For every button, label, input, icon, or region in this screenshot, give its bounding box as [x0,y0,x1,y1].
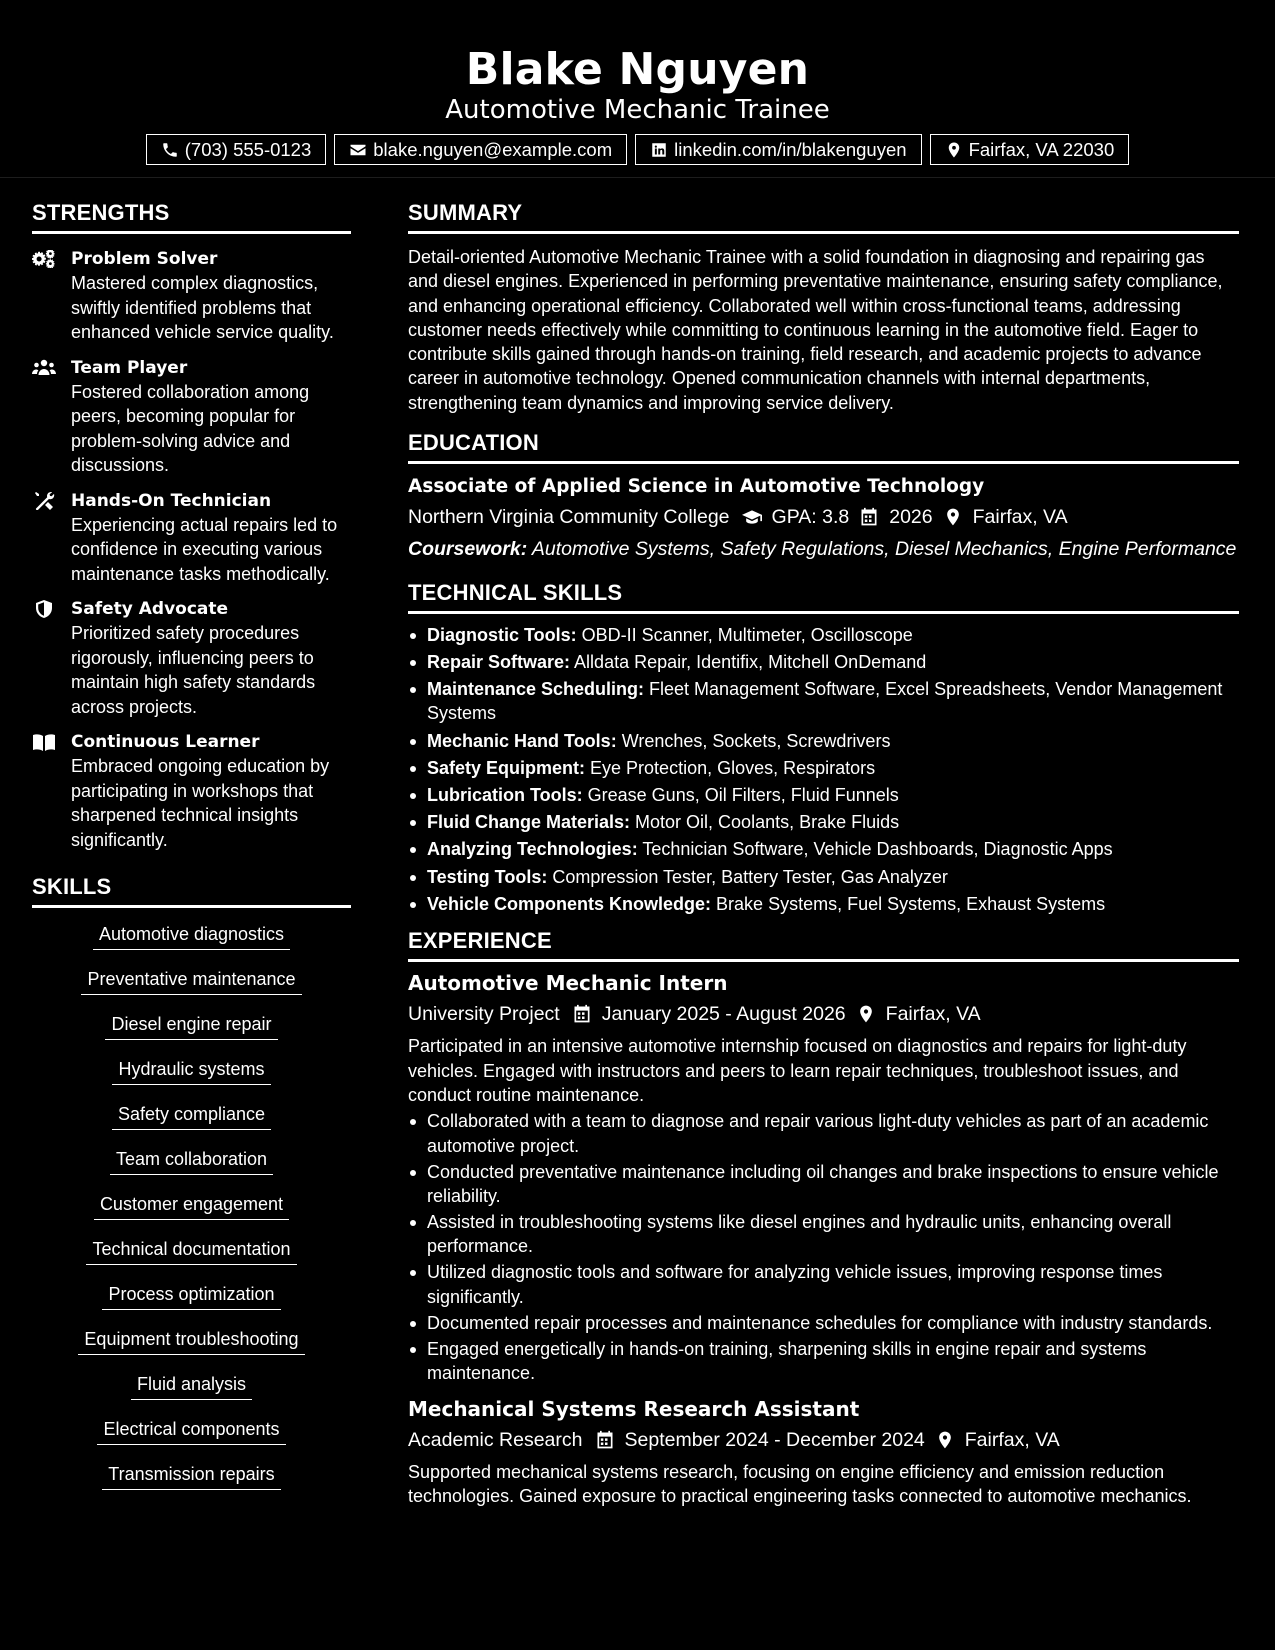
strength-item [32,247,351,345]
job-meta [408,1000,1239,1028]
location-text: Fairfax, VA 22030 [968,138,1115,160]
strength-desc: Experiencing actual repairs led to confidence in executing various maintenance tasks methodically. [71,514,338,584]
strength-name: Problem Solver [71,249,218,269]
skill-tag: Fluid analysis [32,1372,351,1417]
experience-heading: EXPERIENCE [408,926,1239,962]
education-heading: EDUCATION [408,428,1239,464]
technical-skills-list [408,623,1239,917]
book-icon [32,733,56,751]
candidate-title: Automotive Mechanic Trainee [445,95,830,125]
map-pin-icon [943,507,963,527]
linkedin-icon [650,141,668,159]
skill-tag: Electrical components [32,1417,351,1462]
skill-tag: Preventative maintenance [32,967,351,1012]
list-item: Fluid Change Materials: Motor Oil, Coolants, Brake Fluids [408,810,1239,834]
contact-bar [0,134,1275,165]
list-item: Repair Software: Alldata Repair, Identifix, Mitchell OnDemand [408,650,1239,674]
phone-icon [161,141,179,159]
calendar-icon [859,507,879,527]
list-item: Utilized diagnostic tools and software for analyzing vehicle issues, improving response times significantly. [408,1260,1239,1309]
list-item: Mechanic Hand Tools: Wrenches, Sockets, Screwdrivers [408,729,1239,753]
strength-item [32,489,351,587]
degree-title: Associate of Applied Science in Automotive Technology [408,476,985,498]
job-title: Mechanical Systems Research Assistant [408,1396,860,1421]
email-text: blake.nguyen@example.com [373,138,613,160]
contact-location [930,134,1130,165]
job-location: Fairfax, VA [885,1003,981,1026]
gpa-text: GPA: 3.8 [771,506,850,529]
strengths-heading: STRENGTHS [32,198,351,234]
skills-heading: SKILLS [32,872,351,908]
skill-tag: Equipment troubleshooting [32,1327,351,1372]
school-name: Northern Virginia Community College [408,506,730,529]
shield-icon [32,600,56,618]
coursework [408,537,1239,562]
map-pin-icon [945,141,963,159]
job-org: University Project [408,1003,560,1026]
strength-desc: Mastered complex diagnostics, swiftly identified problems that enhanced vehicle service quality. [71,273,334,342]
school-location: Fairfax, VA [972,506,1068,529]
phone-text: (703) 555-0123 [184,138,312,160]
right-column [408,198,1239,1508]
coursework-label: Coursework: [408,538,528,561]
strength-name: Hands-On Technician [71,490,272,511]
skills-list [32,922,351,1507]
list-item: Diagnostic Tools: OBD-II Scanner, Multimeter, Oscilloscope [408,623,1239,647]
envelope-icon [349,141,367,159]
job-description: Participated in an intensive automotive internship focused on diagnostics and repairs for light-duty vehicles. Engaged with instructors and peers to learn repair techniques, troubleshoot issues, and conduct routine maintenance. [408,1036,1187,1105]
job-description: Supported mechanical systems research, focusing on engine efficiency and emission reduction technologies. Gained exposure to practical engineering tasks connected to automotive mechanics. [408,1461,1192,1506]
gears-icon [32,250,56,268]
strength-desc: Prioritized safety procedures rigorously, influencing peers to maintain high safety standards across projects. [71,623,316,717]
summary-heading: SUMMARY [408,198,1239,234]
job-bullets [408,1109,1239,1385]
list-item: Assisted in troubleshooting systems like diesel engines and hydraulic units, enhancing overall performance. [408,1210,1239,1259]
education-meta [408,503,1239,531]
linkedin-text: linkedin.com/in/blakenguyen [674,138,907,160]
map-pin-icon [935,1430,955,1450]
strength-item [32,597,351,719]
skill-tag: Customer engagement [32,1192,351,1237]
list-item: Analyzing Technologies: Technician Software, Vehicle Dashboards, Diagnostic Apps [408,837,1239,861]
strength-desc: Embraced ongoing education by participating in workshops that sharpened technical insights significantly. [71,756,330,850]
skill-tag: Diesel engine repair [32,1012,351,1057]
skill-tag: Technical documentation [32,1237,351,1282]
job-dates: September 2024 - December 2024 [624,1428,925,1451]
map-pin-icon [856,1004,876,1024]
strength-name: Safety Advocate [71,599,229,619]
tools-icon [32,492,56,510]
strength-item [32,730,351,852]
list-item: Testing Tools: Compression Tester, Battery Tester, Gas Analyzer [408,865,1239,889]
strength-desc: Fostered collaboration among peers, becoming popular for problem-solving advice and discussions. [71,381,310,475]
summary-text: Detail-oriented Automotive Mechanic Trainee with a solid foundation in diagnosing and repairing gas and diesel engines. Experienced in performing preventative maintenance, ensuring safety compliance, and enhancing operational efficiency. Collaborated well within cross-functional teams, addressing customer needs effectively while committing to continuous learning in the automotive field. Eager to contribute skills gained through hands-on training, field research, and academic projects to advance career in automotive technology. Opened communication channels with internal departments, strengthening team dynamics and improving service delivery. [408,247,1223,413]
list-item: Lubrication Tools: Grease Guns, Oil Filters, Fluid Funnels [408,783,1239,807]
job-org: Academic Research [408,1428,583,1451]
skill-tag: Safety compliance [32,1102,351,1147]
users-icon [32,359,56,377]
skill-tag: Process optimization [32,1282,351,1327]
list-item: Maintenance Scheduling: Fleet Management Software, Excel Spreadsheets, Vendor Management Systems [408,677,1239,726]
candidate-name: Blake Nguyen [465,44,810,95]
technical-skills-heading: TECHNICAL SKILLS [408,578,1239,614]
contact-phone[interactable] [146,134,327,165]
left-column [32,198,351,1507]
job-title: Automotive Mechanic Intern [408,971,728,996]
contact-linkedin[interactable] [635,134,921,165]
list-item: Safety Equipment: Eye Protection, Gloves, Respirators [408,756,1239,780]
job-dates: January 2025 - August 2026 [601,1003,846,1026]
list-item: Documented repair processes and maintenance schedules for compliance with industry standards. [408,1311,1239,1335]
list-item: Conducted preventative maintenance including oil changes and brake inspections to ensure vehicle reliability. [408,1160,1239,1209]
strength-name: Continuous Learner [71,732,260,752]
skill-tag: Automotive diagnostics [32,922,351,967]
list-item: Collaborated with a team to diagnose and repair various light-duty vehicles as part of an academic automotive project. [408,1109,1239,1158]
skill-tag: Team collaboration [32,1147,351,1192]
contact-email[interactable] [334,134,627,165]
strength-item [32,356,351,478]
coursework-list: Automotive Systems, Safety Regulations, Diesel Mechanics, Engine Performance [527,538,1237,561]
strength-name: Team Player [71,357,188,378]
resume-header [0,0,1275,178]
calendar-icon [572,1004,592,1024]
graduation-cap-icon [742,507,762,527]
job-location: Fairfax, VA [964,1428,1060,1451]
skill-tag: Hydraulic systems [32,1057,351,1102]
grad-year: 2026 [889,506,933,529]
calendar-icon [595,1430,615,1450]
list-item: Vehicle Components Knowledge: Brake Systems, Fuel Systems, Exhaust Systems [408,892,1239,916]
skill-tag: Transmission repairs [32,1462,351,1507]
job-meta [408,1426,1239,1454]
list-item: Engaged energetically in hands-on training, sharpening skills in engine repair and systems maintenance. [408,1337,1239,1386]
